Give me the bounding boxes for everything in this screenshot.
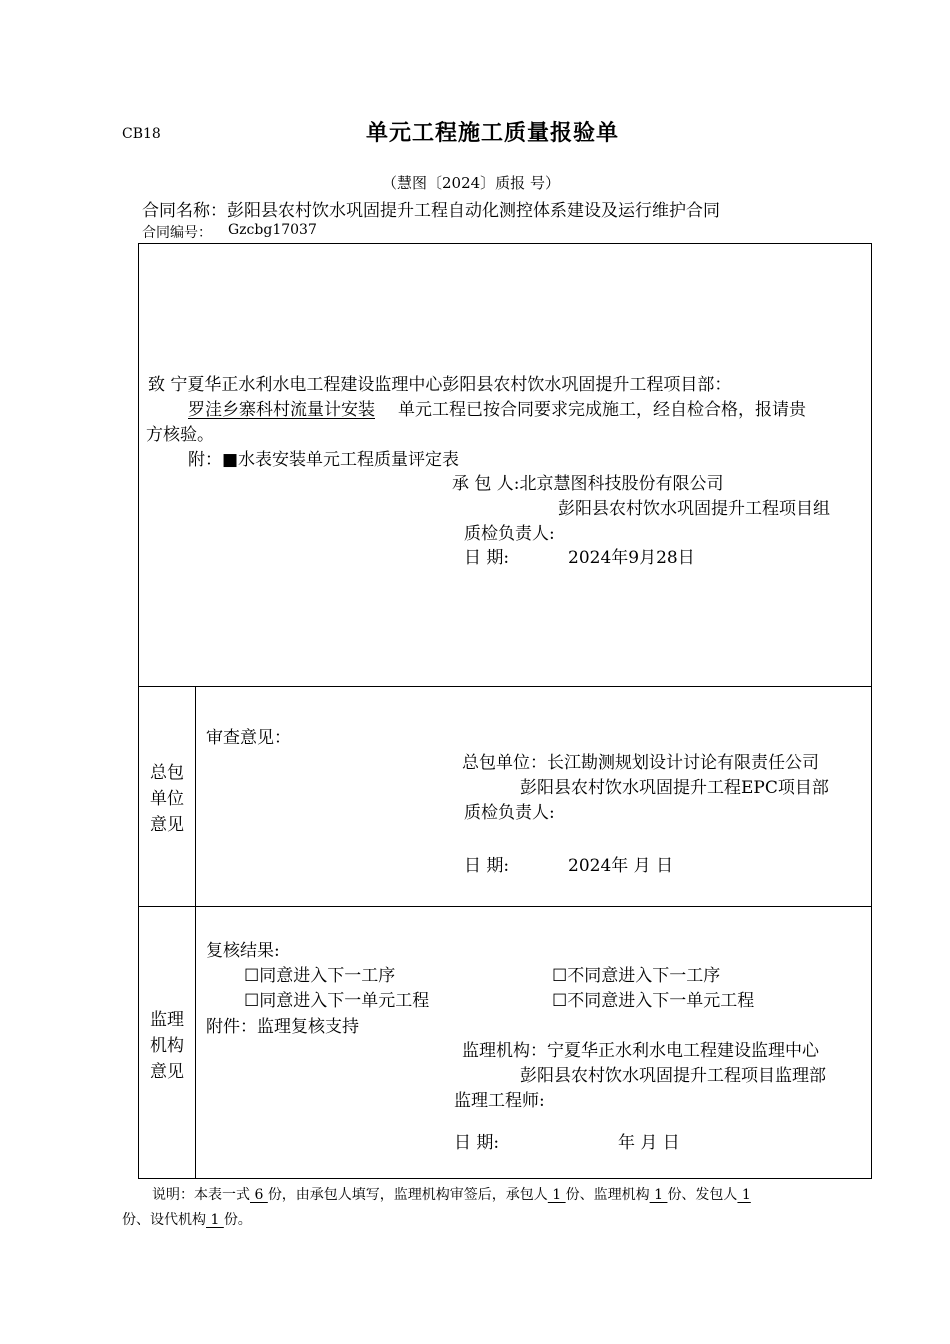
- row-divider-1: [138, 686, 872, 687]
- label-column-divider: [195, 686, 196, 1179]
- table-border-top: [138, 243, 872, 244]
- row-label-line: 单位: [150, 789, 184, 809]
- contract-number-label: 合同编号：: [142, 225, 212, 241]
- option-disagree-next-process[interactable]: ☐不同意进入下一工序: [552, 966, 721, 986]
- table-border-left: [138, 243, 139, 1179]
- supervision-label: [147, 1007, 187, 1085]
- table-border-bottom: [138, 1178, 872, 1179]
- row-label-line: 意见: [150, 815, 184, 835]
- date-label: 日 期:: [454, 1133, 500, 1153]
- general-contractor-dept: 彭阳县农村饮水巩固提升工程EPC项目部: [520, 778, 829, 798]
- note-count: 1: [206, 1212, 224, 1228]
- row-label-line: 意见: [150, 1062, 184, 1082]
- quality-inspector-label: 质检负责人:: [464, 524, 555, 544]
- footer-note-line2: [122, 1209, 252, 1229]
- note-count: 1: [547, 1187, 566, 1203]
- date-value: 年 月 日: [618, 1133, 680, 1153]
- note-text: 份、设代机构: [122, 1212, 206, 1228]
- row-label-line: 机构: [150, 1036, 184, 1056]
- date-label: 日 期:: [464, 856, 510, 876]
- date-value: 2024年9月28日: [568, 548, 695, 568]
- supervision-attachment: 附件：监理复核支持: [206, 1017, 359, 1037]
- general-contractor-label: [147, 760, 187, 838]
- option-agree-next-process[interactable]: ☐同意进入下一工序: [244, 966, 396, 986]
- note-text: 份。: [223, 1212, 252, 1228]
- quality-inspector-label: 质检负责人:: [464, 803, 555, 823]
- contractor-group: 彭阳县农村饮水巩固提升工程项目组: [558, 499, 830, 519]
- unit-project-name: 罗洼乡寨科村流量计安装: [188, 400, 375, 420]
- addressee-line: 致 宁夏华正水利水电工程建设监理中心彭阳县农村饮水巩固提升工程项目部：: [148, 375, 732, 395]
- attachment-line: 附：■水表安装单元工程质量评定表: [188, 450, 460, 470]
- supervision-engineer-label: 监理工程师:: [454, 1091, 545, 1111]
- option-agree-next-unit[interactable]: ☐同意进入下一单元工程: [244, 991, 430, 1011]
- supervision-dept: 彭阳县农村饮水巩固提升工程项目监理部: [520, 1066, 826, 1086]
- general-contractor-unit: 总包单位：长江勘测规划设计讨论有限责任公司: [462, 753, 819, 773]
- table-border-right: [871, 243, 872, 1179]
- note-count: 6: [250, 1187, 268, 1203]
- contractor-name: 承 包 人:北京慧图科技股份有限公司: [452, 474, 724, 494]
- form-code: CB18: [122, 126, 161, 142]
- date-value: 2024年 月 日: [568, 856, 674, 876]
- note-text: 说明：本表一式: [152, 1187, 250, 1203]
- note-text: 份，由承包人填写，监理机构审签后，承包人: [267, 1187, 548, 1203]
- row-label-line: 总包: [150, 763, 184, 783]
- supervision-org: 监理机构：宁夏华正水利水电工程建设监理中心: [462, 1041, 819, 1061]
- review-opinion-label: 审查意见：: [206, 728, 291, 748]
- note-count: 1: [649, 1187, 668, 1203]
- footer-note-line1: [152, 1184, 751, 1204]
- contract-name: 合同名称：彭阳县农村饮水巩固提升工程自动化测控体系建设及运行维护合同: [142, 201, 720, 221]
- note-text: 份、发包人: [667, 1187, 738, 1203]
- date-label: 日 期:: [464, 548, 510, 568]
- review-result-label: 复核结果:: [206, 941, 280, 961]
- contract-number-value: Gzcbg17037: [228, 222, 317, 238]
- row-label-line: 监理: [150, 1010, 184, 1030]
- body-text-line2: 方核验。: [146, 425, 214, 445]
- row-divider-2: [138, 906, 872, 907]
- note-text: 份、监理机构: [565, 1187, 650, 1203]
- option-disagree-next-unit[interactable]: ☐不同意进入下一单元工程: [552, 991, 755, 1011]
- body-text-line1: 单元工程已按合同要求完成施工，经自检合格，报请贵: [398, 400, 806, 420]
- doc-number: （慧图〔2024〕质报 号）: [382, 174, 560, 192]
- page-title: 单元工程施工质量报验单: [366, 121, 620, 146]
- note-count: 1: [737, 1187, 751, 1203]
